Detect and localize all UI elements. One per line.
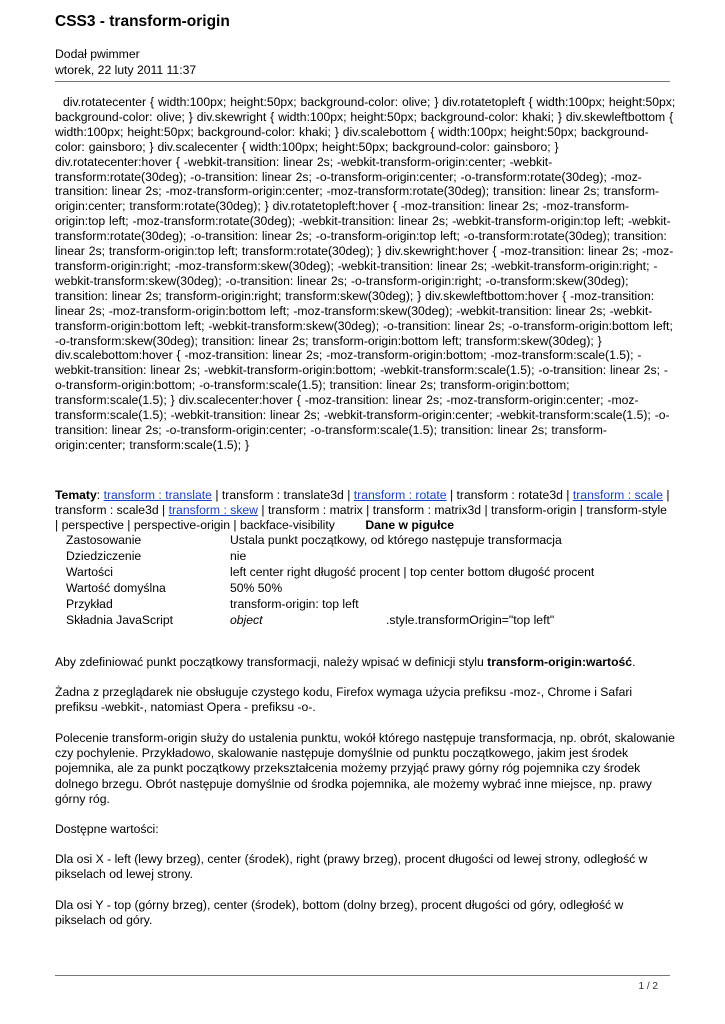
spec-label: Wartość domyślna xyxy=(66,581,166,595)
topic-text: transform : scale3d xyxy=(55,503,159,517)
paragraph-values-heading: Dostępne wartości: xyxy=(55,822,159,836)
spec-row xyxy=(66,581,594,597)
topic-link[interactable]: transform : scale xyxy=(572,488,663,502)
intro-bold-syntax: transform-origin:wartość xyxy=(487,655,633,669)
page-title: CSS3 - transform-origin xyxy=(55,13,230,30)
spec-value: 50% 50% xyxy=(230,581,283,595)
paragraph-intro xyxy=(55,655,677,670)
spec-row xyxy=(66,597,594,613)
topic-link[interactable]: transform : translate xyxy=(103,488,212,502)
topic-text: perspective xyxy=(61,518,124,532)
topic-separator: | xyxy=(211,488,222,502)
spec-label: Dziedziczenie xyxy=(66,549,142,563)
spec-row xyxy=(66,565,594,581)
spec-value: nie xyxy=(230,549,247,563)
topic-separator: | xyxy=(158,503,169,517)
spec-label: Przykład xyxy=(66,597,113,611)
topics-colon: : xyxy=(96,488,101,502)
spec-row xyxy=(66,613,594,629)
header-divider xyxy=(55,81,670,82)
topic-separator: | xyxy=(481,503,492,517)
topics-label: Tematy xyxy=(55,488,97,502)
topic-text: perspective-origin xyxy=(133,518,231,532)
spec-label: Wartości xyxy=(66,565,113,579)
paragraph-browsers: Żadna z przeglądarek nie obsługuje czystego kodu, Firefox wymaga użycia prefiksu -moz-, Chrome i Safari prefiksu -webkit-, natomiast Opera - prefiksu -o-. xyxy=(55,685,633,715)
spec-table xyxy=(66,533,594,629)
date-line: wtorek, 22 luty 2011 11:37 xyxy=(55,62,197,77)
spec-value: transform-origin: top left xyxy=(230,597,359,611)
paragraph-y-axis: Dla osi Y - top (górny brzeg), center (środek), bottom (dolny brzeg), procent długości od góry, odległość w pikselach od góry. xyxy=(55,898,624,928)
topic-link[interactable]: transform : rotate xyxy=(353,488,447,502)
intro-end: . xyxy=(632,655,636,669)
intro-text: Aby zdefiniować punkt początkowy transformacji, należy wpisać w definicji stylu xyxy=(55,655,488,669)
topic-separator: | xyxy=(576,503,587,517)
spec-label: Składnia JavaScript xyxy=(66,613,174,627)
spec-row xyxy=(66,549,594,565)
topic-separator: | xyxy=(343,488,354,502)
paragraph-x-axis: Dla osi X - left (lewy brzeg), center (środek), right (prawy brzeg), procent długości od lewej strony, odległość w pikselach od lewej strony. xyxy=(55,852,648,882)
topic-separator: | xyxy=(662,488,670,502)
spec-value: object xyxy=(230,613,263,627)
topic-separator: | xyxy=(446,488,457,502)
topic-text: transform : rotate3d xyxy=(456,488,563,502)
topic-separator: | xyxy=(362,503,373,517)
author-line: Dodał pwimmer xyxy=(55,47,140,61)
topic-list xyxy=(55,488,670,532)
topic-separator: | xyxy=(123,518,134,532)
topics-section xyxy=(55,488,673,533)
topic-separator: | xyxy=(55,518,62,532)
summary-heading: Dane w pigułce xyxy=(365,518,455,532)
paragraph-description: Polecenie transform-origin służy do ustalenia punktu, wokół którego następuje transformacja, np. obrót, skalowanie czy pochylenie. Przykładowo, skalowanie następuje domyślnie od punktu początkowego, jakim jest środek pojemnika, ale za punkt początkowy przekształcenia możemy przyjąć prawy górny róg pojemnika czy środek dolnego brzegu. Obrót następuje domyślnie od środka pojemnika, ale możemy wybrać inne miejsce, np. prawy górny róg. xyxy=(55,731,675,806)
topic-text: transform : matrix3d xyxy=(372,503,482,517)
spec-label: Zastosowanie xyxy=(66,533,142,547)
topic-separator: | xyxy=(562,488,573,502)
topic-text: transform-style xyxy=(586,503,667,517)
topic-text: backface-visibility xyxy=(240,518,335,532)
topic-separator: | xyxy=(230,518,240,532)
topic-link[interactable]: transform : skew xyxy=(168,503,258,517)
spec-value: Ustala punkt początkowy, od którego następuje transformacja xyxy=(230,533,562,547)
topic-text: transform : translate3d xyxy=(221,488,344,502)
page-number: 1 / 2 xyxy=(638,981,658,992)
topic-text: transform : matrix xyxy=(267,503,363,517)
spec-extra: .style.transformOrigin="top left" xyxy=(386,613,555,627)
article-meta xyxy=(55,47,196,78)
css-code-block: div.rotatecenter { width:100px; height:50px; background-color: olive; } div.rotatetopleft { width:100px; height:50px; background-color: olive; } div.skewright { width:100px; height:50px; background-color: khaki; } div.skewleftbottom { width:100px; height:50px; background-color: khaki; } div.scalebottom { width:100px; height:50px; background-color: gainsboro; } div.scalecenter { width:100px; height:50px; background-color: gainsboro; } div.rotatecenter:hover { -webkit-transition: linear 2s; -webkit-transform-origin:center; -webkit-transform:rotate(30deg); -o-transition: linear 2s; -o-transform-origin:center; -o-transform:rotate(30deg); -moz-transition: linear 2s; -moz-transform-origin:center; -moz-transform:rotate(30deg); transition: linear 2s; transform-origin:center; transform:rotate(30deg); } div.rotatetopleft:hover { -moz-transition: linear 2s; -moz-transform-origin:top left; -moz-transform:rotate(30deg); -webkit-transition: linear 2s; -webkit-transform-origin:top left; -webkit-transform:rotate(30deg); -o-transition: linear 2s; -o-transform-origin:top left; -o-transform:rotate(30deg); transition: linear 2s; transform-origin:top left; transform:rotate(30deg); } div.skewright:hover { -moz-transition: linear 2s; -moz-transform-origin:right; -moz-transform:skew(30deg); -webkit-transition: linear 2s; -webkit-transform-origin:right; -webkit-transform:skew(30deg); -o-transition: linear 2s; -o-transform-origin:right; -o-transform:skew(30deg); transition: linear 2s; transform-origin:right; transform:skew(30deg); } div.skewleftbottom:hover { -moz-transition: linear 2s; -moz-transform-origin:bottom left; -moz-transform:skew(30deg); -webkit-transition: linear 2s; -webkit-transform-origin:bottom left; -webkit-transform:skew(30deg); -o-transition: linear 2s; -o-transform-origin:bottom left; -o-transform:skew(30deg); transition: linear 2s; transform-origin:bottom left; transform:skew(30deg); } div.scalebottom:hover { -moz-transition: linear 2s; -moz-transform-origin:bottom; -moz-transform:scale(1.5); -webkit-transition: linear 2s; -webkit-transform-origin:bottom; -webkit-transform:scale(1.5); -o-transition: linear 2s; -o-transform-origin:bottom; -o-transform:scale(1.5); transition: linear 2s; transform-origin:bottom; transform:scale(1.5); } div.scalecenter:hover { -moz-transition: linear 2s; -moz-transform-origin:center; -moz-transform:scale(1.5); -webkit-transition: linear 2s; -webkit-transform-origin:center; -webkit-transform:scale(1.5); -o-transition: linear 2s; -o-transform-origin:center; -o-transform:scale(1.5); transition: linear 2s; transform-origin:center; transform:scale(1.5); } xyxy=(55,95,676,452)
topic-separator: | xyxy=(258,503,268,517)
footer-divider xyxy=(55,975,670,976)
topic-text: transform-origin xyxy=(491,503,577,517)
spec-value: left center right długość procent | top center bottom długość procent xyxy=(230,565,595,579)
spec-row xyxy=(66,533,594,549)
